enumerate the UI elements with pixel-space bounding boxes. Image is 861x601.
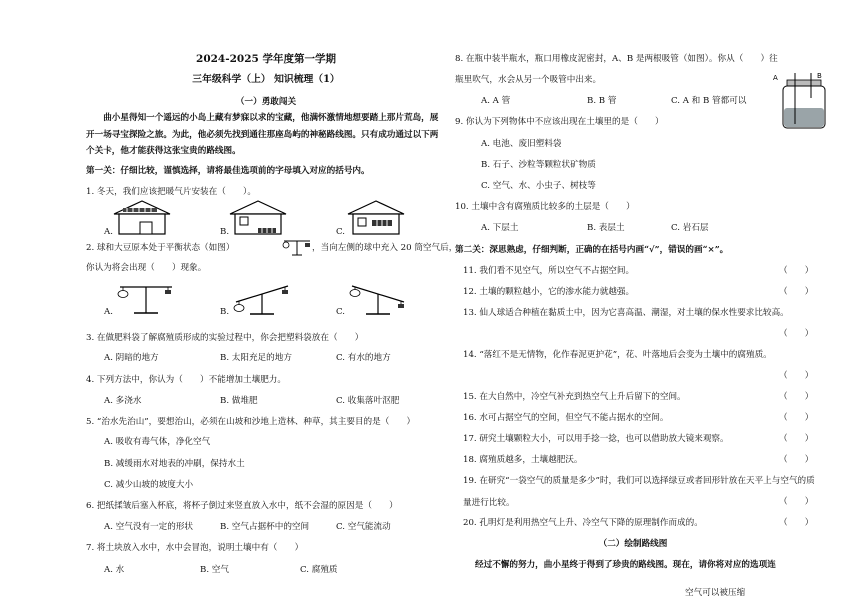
tf-item-16: 16. 水可占据空气的空间，但空气不能占据水的空间。 bbox=[463, 413, 669, 423]
balance-level-figure bbox=[116, 283, 176, 317]
q2-option-a: A. bbox=[104, 307, 113, 317]
q6-option-b: B. 空气占据杯中的空间 bbox=[220, 522, 310, 532]
section2-intro: 经过不懈的努力，曲小星终于得到了珍贵的路线图。现在，请你将对应的选项连 bbox=[475, 560, 776, 570]
q10-stem: 10. 土壤中含有腐殖质比较多的土层是（ ） bbox=[455, 202, 635, 212]
q4-option-c: C. 收集落叶沤肥 bbox=[336, 396, 400, 406]
tf-answer-13[interactable]: （ ） bbox=[779, 329, 814, 339]
house-heater-middle-figure bbox=[348, 200, 404, 236]
section-heading-2: （二）绘制路线图 bbox=[598, 539, 668, 549]
q10-option-a: A. 下层土 bbox=[481, 223, 519, 233]
q5-option-b: B. 减缓雨水对地表的冲刷，保持水土 bbox=[104, 459, 245, 469]
balance-tilt-right-up-figure bbox=[232, 280, 292, 318]
q1-option-b: B. bbox=[220, 227, 230, 237]
q10-option-b: B. 表层土 bbox=[587, 223, 625, 233]
q8-option-a: A. A 管 bbox=[481, 96, 511, 106]
route-option-label: 空气可以被压缩 bbox=[685, 588, 746, 598]
bottle-straws-figure bbox=[773, 70, 829, 132]
tf-item-11: 11. 我们看不见空气，所以空气不占据空间。 bbox=[463, 266, 635, 276]
q5-stem: 5. “治水先治山”，要想治山，必须在山坡和沙地上造林、种草，其主要目的是（ ） bbox=[86, 417, 416, 427]
q8-option-c: C. A 和 B 管都可以 bbox=[671, 96, 747, 106]
q2-option-b: B. bbox=[220, 307, 230, 317]
q3-option-c: C. 有水的地方 bbox=[336, 353, 391, 363]
tf-item-18: 18. 腐殖质越多，土壤越肥沃。 bbox=[463, 455, 583, 465]
tf-item-20: 20. 孔明灯是利用热空气上升、冷空气下降的原理制作而成的。 bbox=[463, 518, 703, 528]
q1-option-a: A. bbox=[104, 227, 113, 237]
q6-option-a: A. 空气没有一定的形状 bbox=[104, 522, 194, 532]
q4-option-a: A. 多浇水 bbox=[104, 396, 142, 406]
q4-option-b: B. 做堆肥 bbox=[220, 396, 258, 406]
q8-stem-part2: 瓶里吹气，水会从另一个吸管中出来。 bbox=[455, 75, 602, 85]
q3-stem: 3. 在做肥料袋了解腐殖质形成的实验过程中，你会把塑料袋放在（ ） bbox=[86, 333, 364, 343]
q2-stem-part3: 你认为将会出现（ ）现象。 bbox=[86, 263, 207, 273]
intro-paragraph: 曲小星得知一个遥远的小岛上藏有梦寐以求的宝藏，他满怀激情地想要踏上那片荒岛，展开一场寻宝探险之旅。为此，他必须先找到通往那座岛屿的神秘路线图。只有成功通过以下两个关卡，他才能获得这张宝贵的路线图。 bbox=[86, 113, 439, 156]
tf-answer-15[interactable]: （ ） bbox=[779, 392, 814, 402]
tf-answer-20[interactable]: （ ） bbox=[779, 518, 814, 528]
q2-stem-part2: ，当向左侧的球中充入 20 筒空气后， bbox=[312, 243, 458, 253]
q5-option-a: A. 吸收有毒气体，净化空气 bbox=[104, 437, 211, 447]
page-title: 2024-2025 学年度第一学期 bbox=[196, 53, 336, 65]
q3-option-a: A. 阴暗的地方 bbox=[104, 353, 159, 363]
q3-option-b: B. 太阳充足的地方 bbox=[220, 353, 292, 363]
level2-instruction: 第二关：深思熟虑，仔细判断，正确的在括号内画“√”，错误的画“×”。 bbox=[455, 245, 729, 255]
house-heater-top-figure bbox=[114, 200, 170, 236]
q6-option-c: C. 空气能流动 bbox=[336, 522, 391, 532]
tf-item-12: 12. 土壤的颗粒越小，它的渗水能力就越强。 bbox=[463, 287, 635, 297]
q9-option-b: B. 石子、沙粒等颗粒状矿物质 bbox=[481, 160, 596, 170]
tf-item-15: 15. 在大自然中，冷空气补充到热空气上升后留下的空间。 bbox=[463, 392, 686, 402]
q1-option-c: C. bbox=[336, 227, 346, 237]
tf-item-19: 19. 在研究“一袋空气的质量是多少”时，我们可以选择绿豆或者回形针放在天平上与空气的质量进行比较。 bbox=[463, 476, 815, 508]
balance-small-figure bbox=[282, 237, 312, 257]
page-subtitle: 三年级科学（上） 知识梳理（1） bbox=[192, 74, 340, 85]
tf-answer-16[interactable]: （ ） bbox=[779, 413, 814, 423]
q8-stem-part1: 8. 在瓶中装半瓶水，瓶口用橡皮泥密封，A、B 是两根吸管（如图）。你从（ ）往 bbox=[455, 54, 778, 64]
tf-answer-14[interactable]: （ ） bbox=[779, 371, 814, 381]
q2-option-c: C. bbox=[336, 307, 346, 317]
q8-option-b: B. B 管 bbox=[587, 96, 617, 106]
section-heading-1: （一）勇敢闯关 bbox=[235, 97, 297, 107]
q2-stem-part1: 2. 球和大豆原本处于平衡状态（如图） bbox=[86, 243, 235, 253]
q7-option-c: C. 腐殖质 bbox=[300, 565, 338, 575]
bottle-label-a: A bbox=[773, 74, 778, 82]
tf-answer-11[interactable]: （ ） bbox=[779, 266, 814, 276]
tf-item-17: 17. 研究土壤颗粒大小，可以用手捻一捻，也可以借助放大镜来观察。 bbox=[463, 434, 729, 444]
tf-answer-19[interactable]: （ ） bbox=[779, 497, 814, 507]
q9-stem: 9. 你认为下列物体中不应该出现在土壤里的是（ ） bbox=[455, 117, 664, 127]
tf-answer-17[interactable]: （ ） bbox=[779, 434, 814, 444]
q4-stem: 4. 下列方法中，你认为（ ）不能增加土壤肥力。 bbox=[86, 375, 286, 385]
q5-option-c: C. 减少山坡的坡度大小 bbox=[104, 480, 194, 490]
level1-instruction: 第一关：仔细比较，谨慎选择，请将最佳选项前的字母填入对应的括号内。 bbox=[86, 166, 370, 176]
tf-item-14: 14. “落红不是无情物，化作春泥更护花”，花、叶落地后会变为土壤中的腐殖质。 bbox=[463, 350, 772, 360]
balance-tilt-left-up-figure bbox=[348, 280, 408, 318]
q10-option-c: C. 岩石层 bbox=[671, 223, 709, 233]
q1-stem: 1. 冬天，我们应该把暖气片安装在（ ）。 bbox=[86, 187, 256, 197]
tf-answer-18[interactable]: （ ） bbox=[779, 455, 814, 465]
q7-option-a: A. 水 bbox=[104, 565, 125, 575]
q7-option-b: B. 空气 bbox=[200, 565, 229, 575]
tf-answer-12[interactable]: （ ） bbox=[779, 287, 814, 297]
house-heater-bottom-figure bbox=[230, 200, 286, 236]
q9-option-a: A. 电池、废旧塑料袋 bbox=[481, 139, 562, 149]
bottle-label-b: B bbox=[817, 72, 822, 80]
tf-item-13: 13. 仙人球适合种植在黏质土中，因为它喜高温、潮湿，对土壤的保水性要求比较高。 bbox=[463, 308, 789, 318]
q7-stem: 7. 将土块放入水中，水中会冒泡，说明土壤中有（ ） bbox=[86, 543, 304, 553]
q6-stem: 6. 把纸揉皱后塞入杯底，将杯子倒过来竖直放入水中，纸不会湿的原因是（ ） bbox=[86, 501, 398, 511]
q9-option-c: C. 空气、水、小虫子、树枝等 bbox=[481, 181, 596, 191]
